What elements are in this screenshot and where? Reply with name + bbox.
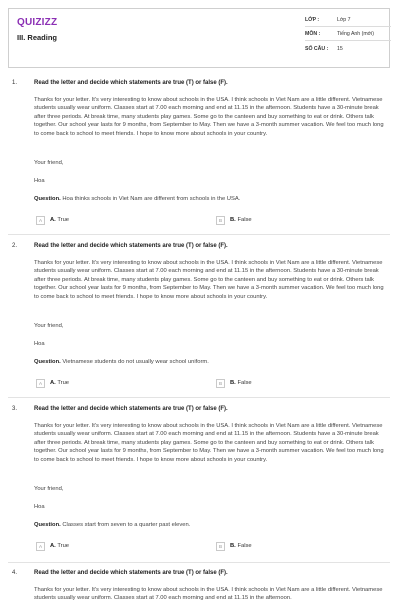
meta-subject-label: MÔN :: [305, 31, 321, 37]
meta-count-label: SỐ CÂU :: [305, 46, 329, 52]
option-b-checkbox[interactable]: B: [216, 379, 225, 388]
question-instruction: Read the letter and decide which statements are true (T) or false (F).: [34, 570, 228, 576]
option-b-text: False: [237, 543, 252, 549]
reading-passage: Thanks for your letter. It's very interesting to know about schools in the USA. I think schools in Viet Nam are a little different. Vietnamese students usually wear uniform. Classes start at 7.00 each morning and end at 11.15 in the afternoon.: [34, 587, 383, 602]
question-label: Question.: [34, 196, 61, 202]
meta-subject-rule: [305, 40, 391, 41]
question-number: 3.: [12, 406, 18, 412]
meta-class-label: LỚP :: [305, 17, 320, 23]
option-a-text: True: [57, 217, 70, 223]
option-a-text: True: [57, 543, 70, 549]
question-statement: [34, 522, 190, 528]
option-a-checkbox[interactable]: A: [36, 379, 45, 388]
letter-signature: Hoa: [34, 504, 45, 510]
option-a-checkbox[interactable]: A: [36, 542, 45, 551]
option-a-label: A.: [50, 543, 56, 549]
meta-subject-value: Tiếng Anh (mới): [337, 31, 374, 37]
option-a-text: True: [57, 380, 70, 386]
option-b-text: False: [237, 217, 252, 223]
question-label: Question.: [34, 522, 61, 528]
reading-passage: Thanks for your letter. It's very interesting to know about schools in the USA. I think schools in Viet Nam are a little different. Vietnamese students usually wear uniform. Classes start at 7.00 each morning and end at 11.15 in the afternoon. Students have a 30-minute break after three periods. At break time, many students play games. Some go to the canteen and buy something to eat or drink. Others talk together. Our school year lasts for 9 months, from September to May. Then we have a 3-month summer vacation. We feel too much long to come back to school to meet friends. I hope to know more about schools in your country.: [34, 423, 384, 463]
letter-closing: Your friend,: [34, 160, 64, 166]
question-label: Question.: [34, 359, 61, 365]
question-instruction: Read the letter and decide which statements are true (T) or false (F).: [34, 80, 228, 86]
meta-count-value: 15: [337, 46, 343, 52]
question-number: 2.: [12, 243, 18, 249]
option-a-label: A.: [50, 380, 56, 386]
option-b-text: False: [237, 380, 252, 386]
option-b-label: B.: [230, 217, 236, 223]
meta-class-value: Lớp 7: [337, 17, 351, 23]
question-instruction: Read the letter and decide which statements are true (T) or false (F).: [34, 406, 228, 412]
letter-signature: Hoa: [34, 178, 45, 184]
question-divider: [8, 234, 390, 235]
letter-signature: Hoa: [34, 341, 45, 347]
section-title: III. Reading: [17, 33, 58, 42]
question-text: Hoa thinks schools in Viet Nam are different from schools in the USA.: [62, 196, 241, 202]
option-b-label: B.: [230, 380, 236, 386]
reading-passage: Thanks for your letter. It's very interesting to know about schools in the USA. I think schools in Viet Nam are a little different. Vietnamese students usually wear uniform. Classes start at 7.00 each morning and end at 11.15 in the afternoon. Students have a 30-minute break after three periods. At break time, many students play games. Some go to the canteen and buy something to eat or drink. Others talk together. Our school year lasts for 9 months, from September to May. Then we have a 3-month summer vacation. We feel too much long to come back to school to meet friends. I hope to know more about schools in your country.: [34, 260, 384, 300]
question-statement: [34, 359, 209, 365]
quizizz-logo: QUIZIZZ: [17, 17, 58, 28]
option-b-label: B.: [230, 543, 236, 549]
option-a-checkbox[interactable]: A: [36, 216, 45, 225]
question-number: 4.: [12, 570, 18, 576]
question-number: 1.: [12, 80, 18, 86]
letter-closing: Your friend,: [34, 486, 64, 492]
question-text: Classes start from seven to a quarter past eleven.: [62, 522, 191, 528]
question-text: Vietnamese students do not usually wear school uniform.: [62, 359, 209, 365]
reading-passage: Thanks for your letter. It's very interesting to know about schools in the USA. I think schools in Viet Nam are a little different. Vietnamese students usually wear uniform. Classes start at 7.00 each morning and end at 11.15 in the afternoon. Students have a 30-minute break after three periods. At break time, many students play games. Some go to the canteen and buy something to eat or drink. Others talk together. Our school year lasts for 9 months, from September to May. Then we have a 3-month summer vacation. We feel too much long to come back to school to meet friends. I hope to know more about schools in your country.: [34, 97, 384, 137]
question-divider: [8, 562, 390, 563]
meta-class-rule: [305, 26, 391, 27]
question-divider: [8, 397, 390, 398]
option-b-checkbox[interactable]: B: [216, 216, 225, 225]
worksheet-header: [8, 8, 390, 68]
option-b-checkbox[interactable]: B: [216, 542, 225, 551]
question-statement: [34, 196, 240, 202]
question-instruction: Read the letter and decide which statements are true (T) or false (F).: [34, 243, 228, 249]
option-a-label: A.: [50, 217, 56, 223]
letter-closing: Your friend,: [34, 323, 64, 329]
